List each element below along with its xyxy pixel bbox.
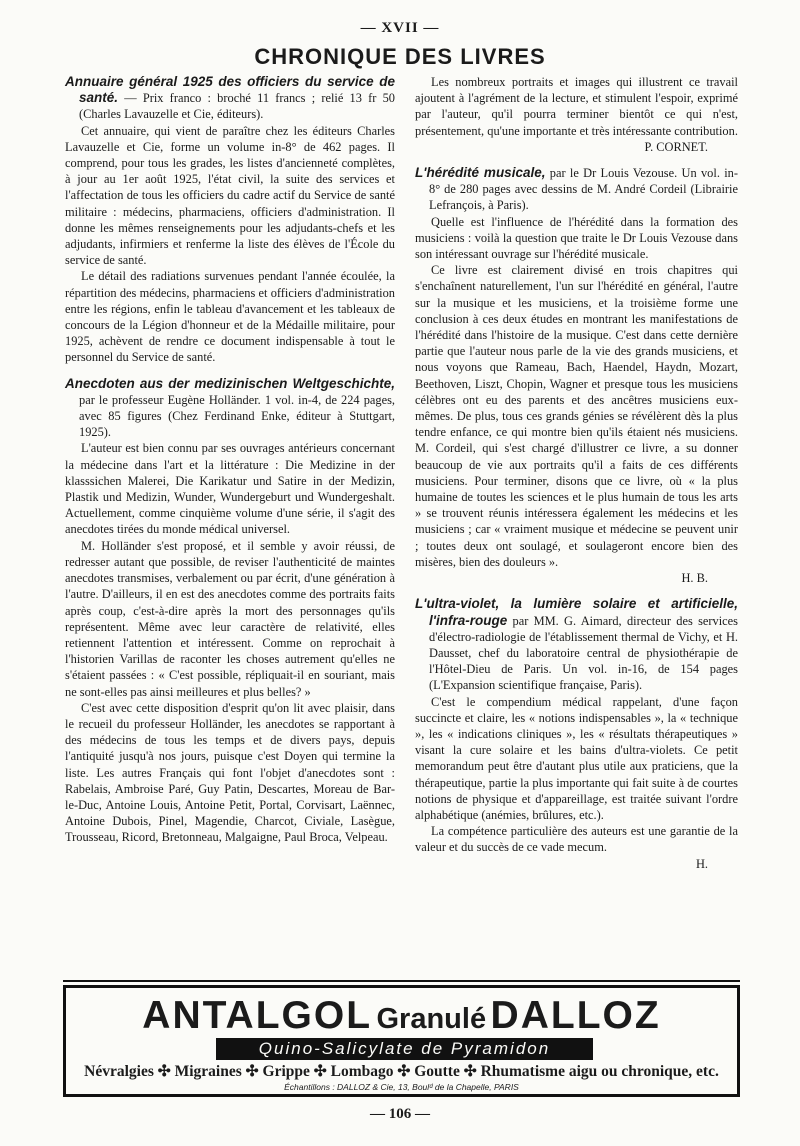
book-review-ultra-violet bbox=[415, 596, 738, 871]
review-signature: H. bbox=[695, 856, 708, 871]
review-paragraph: M. Holländer s'est proposé, et il semble y avoir réussi, de redresser autant que possible, de reviser l'authenticité de maintes anecdotes transmises, verbalement ou par écrit, d'une génération à l'autre. D'ailleurs, il en est des anecdotes comme des portraits faits après coup, c'est-à-dire après la mort des personnages qu'ils représentent. Même avec leur caractère de relativité, elles retiennent l'attention et intéressent. Comme on reprochait à l'historien Varillas de raconter les choses autrement qu'elles ne s'étaient passées : « C'est possible, répliquait-il en souriant, mais ne sont-elles pas ainsi meilleures et plus belles? » bbox=[65, 538, 395, 699]
review-paragraph: C'est avec cette disposition d'esprit qu'on lit avec plaisir, dans le recueil du professeur Holländer, les anecdotes se rapportant à des médecins de tous les temps et de divers pays, depuis l'antiquité jusqu'à nos jours, puisque c'est Doyen qui termine la liste. Les autres Français qui font l'objet d'anecdotes sont : Rabelais, Ambroise Paré, Guy Patin, Descartes, Moreau de Bar-le-Duc, Antoine Louis, Antoine Petit, Portal, Corvisart, Laënnec, Antoine Dubois, Pinel, Magendie, Charcot, Civiale, Lasègue, Trousseau, Ricord, Bretonneau, Malgaigne, Paul Broca, Velpeau. bbox=[65, 700, 395, 845]
review-paragraph: Ce livre est clairement divisé en trois chapitres qui s'enchaînent naturellement, l'un sur l'hérédité en général, l'autre sur la musique et les musiciens, et la troisième forme une conclusion à ces deux études en montrant les manifestations de l'hérédité dans l'histoire de la musique. C'est dans cette dernière partie que l'auteur nous parle de la vie des grands musiciens, et nous voyons que Rameau, Bach, Haendel, Haydn, Mozart, Beethoven, Liszt, Chopin, Wagner et presque tous les musiciens célèbres ont eu des parents et des ancêtres musiciens eux-mêmes. De plus, tous ces grands génies se révélèrent dès la plus tendre enfance, ce qui montre bien qu'ils étaient nés musiciens. M. Cordeil, qui s'est chargé d'illustrer ce livre, a su donner beaucoup de vie aux portraits qu'il a faits de ces différents musiciens. Pour terminer, disons que ce livre, où « la plus humaine de toutes les sciences et le plus humain de tous les arts » se trouvent réunis intéressera également les médecins et les musiciens ; car « vraiment musique et médecine se peuvent unir ; toutes deux ont soulagé, et soulageront encore bien des misères, bien des douleurs ». bbox=[415, 263, 738, 569]
review-title: Anecdoten aus der medizinischen Weltgeschichte, bbox=[65, 375, 395, 391]
ad-ailments: Névralgies ✣ Migraines ✣ Grippe ✣ Lombago ✣ Goutte ✣ Rhumatisme aigu ou chronique, etc. bbox=[84, 1063, 719, 1080]
book-review-annuaire bbox=[65, 74, 395, 366]
review-ref-text: — Prix franco : broché 11 francs ; relié 13 fr 50 (Charles Lavauzelle et Cie, éditeurs). bbox=[79, 91, 395, 122]
book-review-heredite bbox=[415, 165, 738, 586]
ad-brand-maker: DALLOZ bbox=[490, 994, 661, 1037]
ad-sample-address: Échantillons : DALLOZ & Cie, 13, Boulᵈ de la Chapelle, PARIS bbox=[284, 1082, 519, 1092]
review-reference bbox=[415, 165, 738, 214]
page-title: CHRONIQUE DES LIVRES bbox=[254, 44, 546, 69]
review-paragraph: Quelle est l'influence de l'hérédité dans la formation des musiciens : voilà la question que traite le Dr Louis Vezouse dans son intéressant ouvrage sur l'hérédité musicale. bbox=[415, 214, 738, 262]
ad-tagline: Quino-Salicylate de Pyramidon bbox=[216, 1038, 593, 1060]
review-paragraph: La compétence particulière des auteurs est une garantie de la valeur et du succès de ce vade mecum. bbox=[415, 824, 738, 855]
antalgol-advertisement bbox=[63, 985, 740, 1097]
review-title: Annuaire général 1925 des officiers du service de santé. bbox=[65, 74, 395, 106]
review-paragraph: Cet annuaire, qui vient de paraître chez les éditeurs Charles Lavauzelle et Cie, forme un volume in-8° de 462 pages. Il comprend, pour tous les grades, les listes d'ancienneté complètes, à jour au 1er août 1925, l'état civil, la suite des services et l'affectation de tous les officiers du cadre actif du Service de santé militaire : médecins, pharmaciens, officiers d'administration. Il donne les mêmes renseignements pour les adjudants-chefs et les adjudants, infirmiers et renferme la liste des élèves de l'École du service de santé. bbox=[65, 123, 395, 268]
review-reference bbox=[65, 376, 395, 441]
ad-brand bbox=[66, 994, 737, 1038]
left-column bbox=[65, 74, 395, 856]
review-ref-text: par MM. G. Aimard, directeur des services d'électro-radiologie de l'établissement thermal de Vichy, et H. Dausset, chef du laboratoire central de physiothérapie de l'Hôtel-Dieu de Paris. Un vol. in-16, de 154 pages (L'Expansion scientifique française, Paris). bbox=[429, 613, 738, 693]
review-ref-text: par le professeur Eugène Holländer. 1 vol. in-4, de 224 pages, avec 85 figures (Chez Ferdinand Enke, éditeur à Stuttgart, 1925). bbox=[79, 392, 395, 440]
book-review-anecdoten bbox=[65, 376, 395, 846]
review-paragraph: L'auteur est bien connu par ses ouvrages antérieurs concernant la médecine dans l'art et la littérature : Die Medizine in der klasssichen Malerei, Die Karikatur und Satire in der Medizin, Plastik und Medizin, Wunder, Wundergeburt und Wundergeshalt. Actuellement, comme cinquième volume d'une série, il s'agit des anecdotes tirées du monde médical universel. bbox=[65, 441, 395, 537]
review-reference bbox=[65, 74, 395, 123]
review-paragraph: Le détail des radiations survenues pendant l'année écoulée, la répartition des médecins, pharmaciens et officiers d'administration entre les régions, enfin le tableau d'avancement et les tableaux de concours de la Légion d'honneur et de la Médaille militaire, pour 1925, achèvent de rendre ce document indispensable à tout le personnel du Service de santé. bbox=[65, 269, 395, 365]
ad-divider bbox=[63, 980, 740, 982]
review-ref-text: par le Dr Louis Vezouse. Un vol. in-8° de 280 pages avec dessins de M. André Cordeil (Librairie Lefrançois, à Paris). bbox=[429, 166, 738, 213]
review-paragraph: C'est le compendium médical rappelant, d'une façon succincte et claire, les « notions indispensables », la « technique », les « indications cliniques », les « résultats thérapeutiques » visant la cure solaire et les bains d'ultra-violets. Ce petit memorandum peut être d'autant plus utile aux praticiens, que la thérapeutique, partie la plus importante qui fait suite à de courtes notions de physique et d'appareillage, est traitée suivant l'ordre alphabétique (anémies, brûlures, etc.). bbox=[415, 694, 738, 822]
review-reference bbox=[415, 596, 738, 693]
page-number: — 106 — bbox=[370, 1106, 430, 1122]
right-column bbox=[415, 74, 738, 882]
review-signature: H. B. bbox=[681, 571, 708, 586]
roman-page-number: — XVII — bbox=[360, 20, 440, 36]
review-title: L'hérédité musicale, bbox=[415, 165, 546, 181]
ad-brand-product: Granulé bbox=[376, 1003, 487, 1035]
review-signature: P. CORNET. bbox=[644, 139, 708, 154]
review-title: L'ultra-violet, la lumière solaire et artificielle, l'infra-rouge bbox=[415, 596, 738, 628]
ad-brand-name: ANTALGOL bbox=[142, 994, 373, 1037]
review-paragraph: Les nombreux portraits et images qui illustrent ce travail ajoutent à l'agrément de la lecture, et stimulent l'espoir, exprimé par l'auteur, qu'il pourra terminer bientôt ce qui n'est, présentement, qu'une importante et très intéressante contribution. bbox=[415, 75, 738, 138]
book-review-anecdoten-continued bbox=[415, 74, 738, 155]
